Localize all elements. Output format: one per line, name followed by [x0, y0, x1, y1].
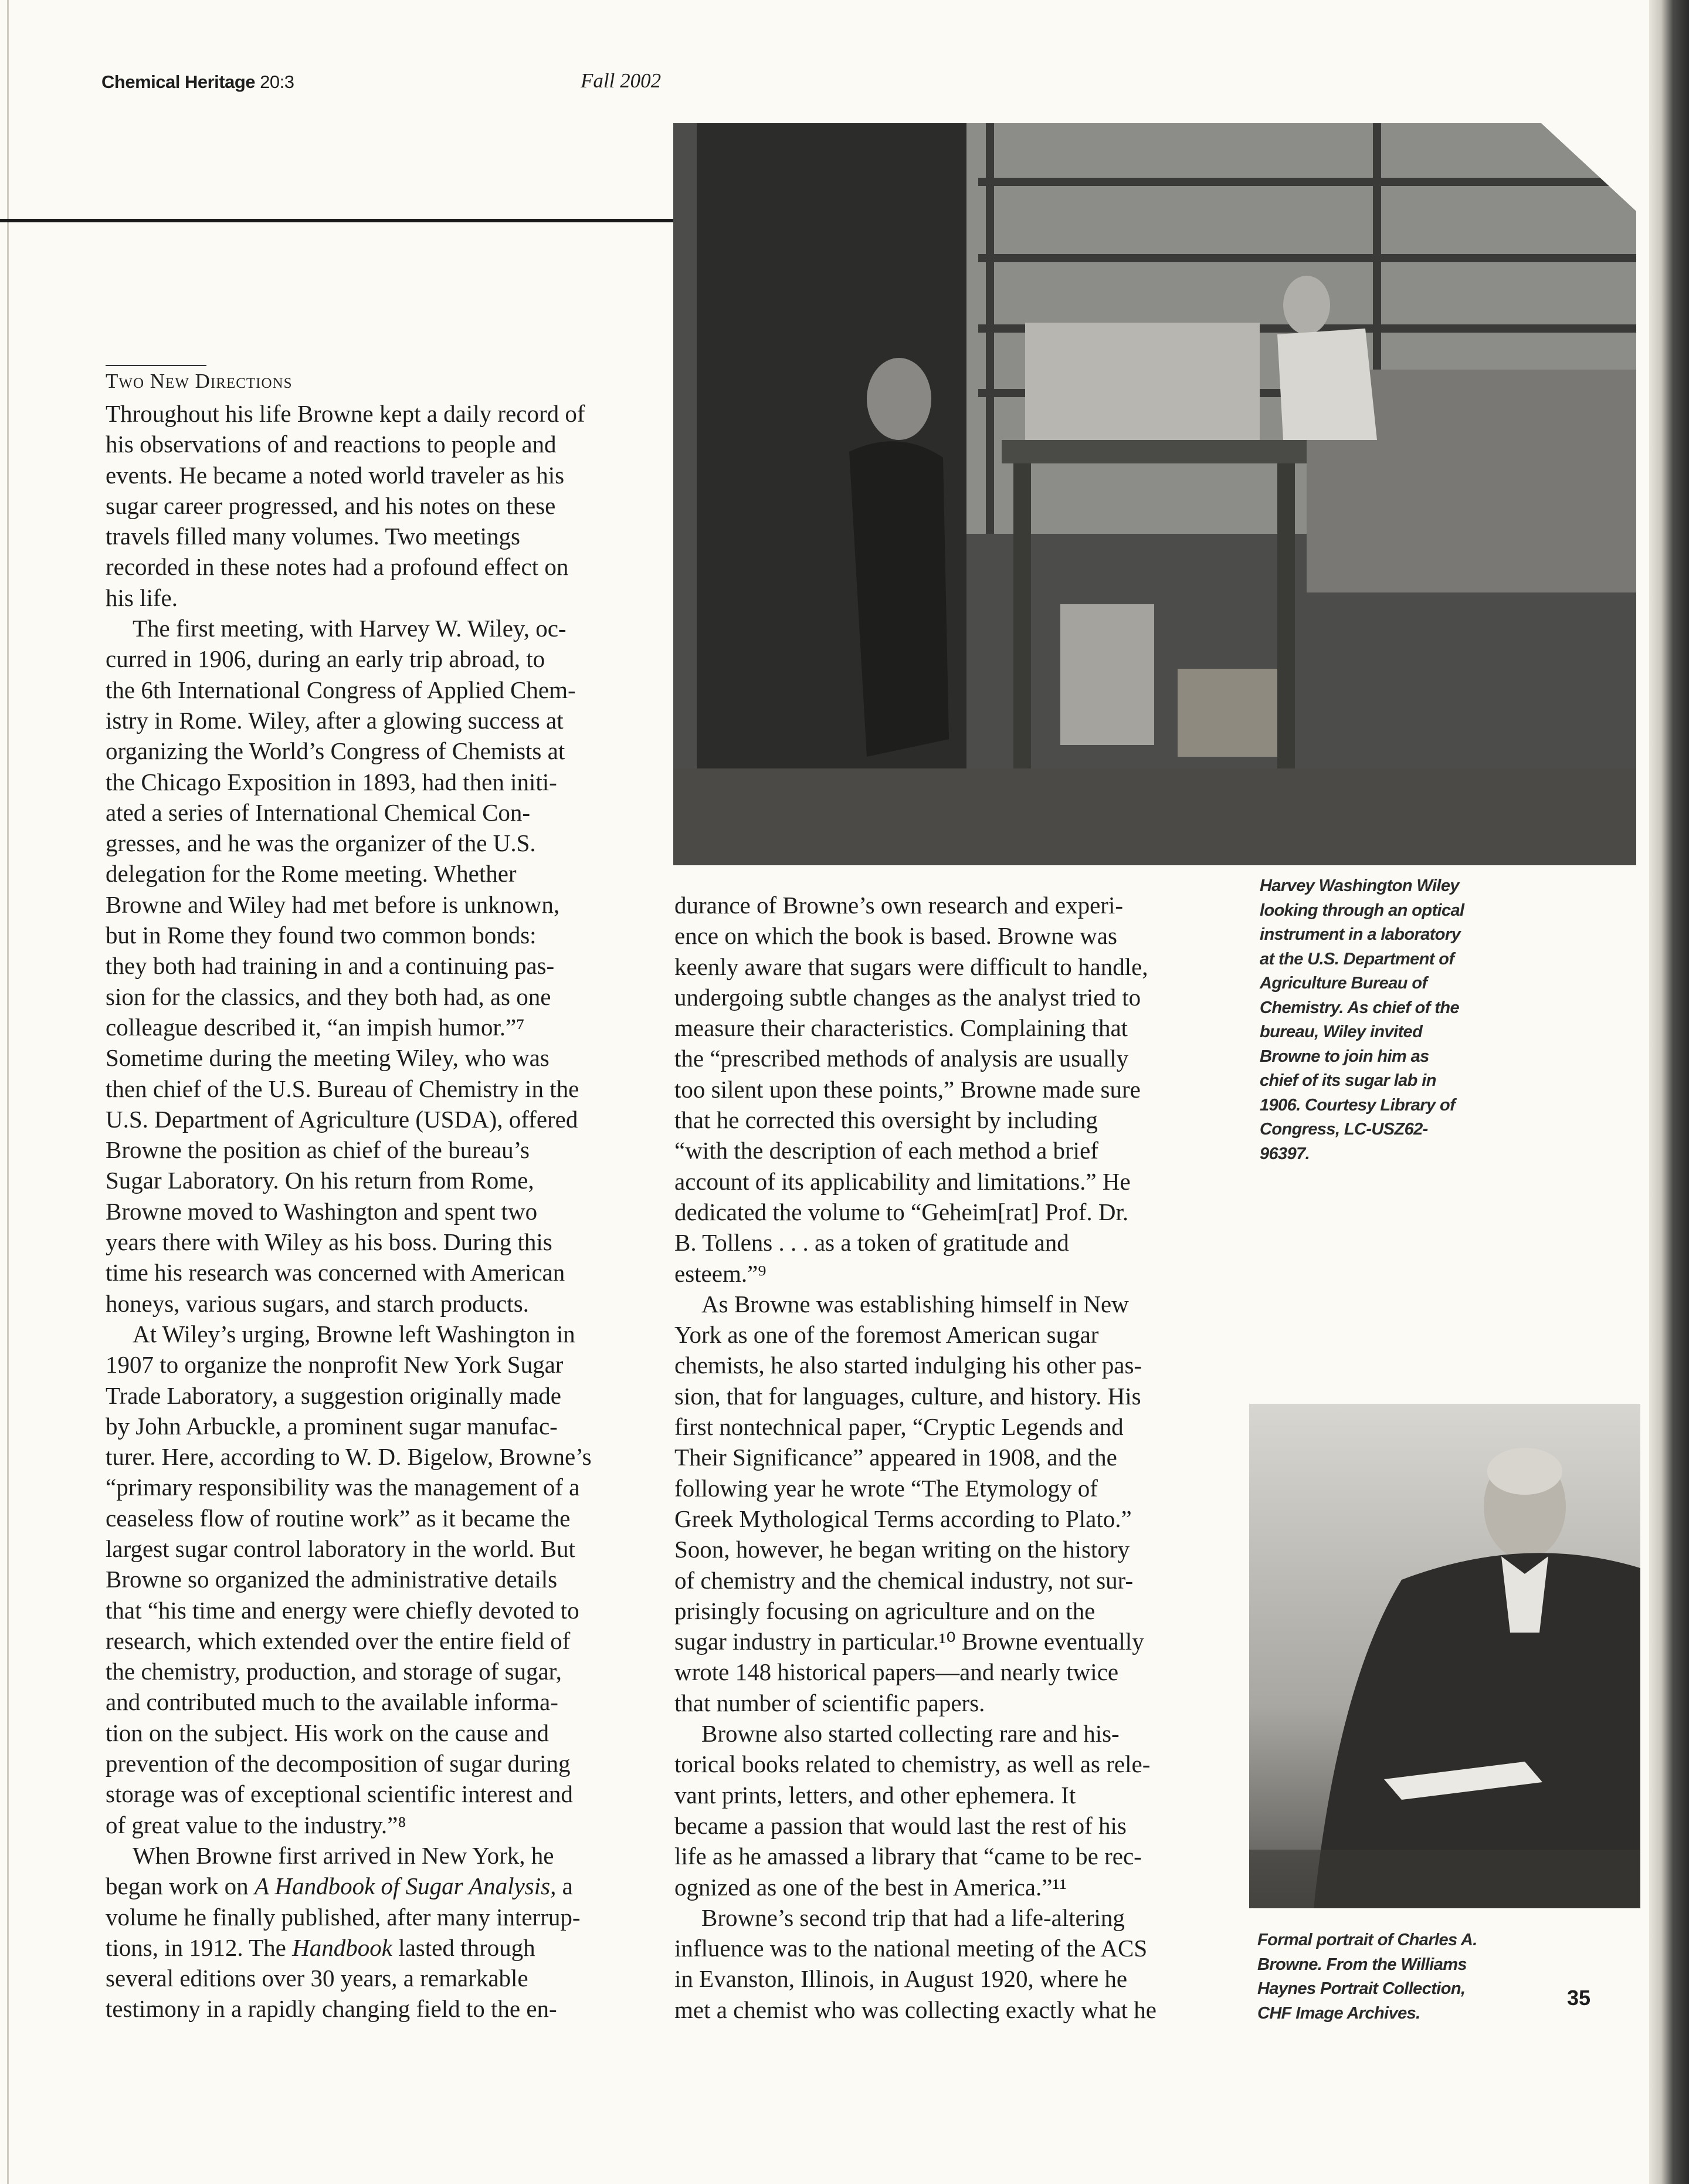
text-line: Throughout his life Browne kept a daily record of: [106, 400, 585, 427]
text-line: keenly aware that sugars were difficult to handle,: [674, 953, 1148, 980]
text-line: following year he wrote “The Etymology of: [674, 1474, 1098, 1502]
text-line: torical books related to chemistry, as well as rele-: [674, 1750, 1151, 1778]
text-line: instrument in a laboratory: [1260, 925, 1461, 944]
text-line: met a chemist who was collecting exactly what he: [674, 1996, 1157, 2023]
text-line: life as he amassed a library that “came to be rec-: [674, 1843, 1142, 1870]
text-line: Congress, LC-USZ62-: [1260, 1120, 1428, 1139]
text-line: wrote 148 historical papers—and nearly twice: [674, 1658, 1119, 1686]
italic-title: Handbook: [292, 1934, 392, 1961]
text-line: 1907 to organize the nonprofit New York Sugar: [106, 1351, 564, 1379]
text-line: testimony in a rapidly changing field to the en-: [106, 1995, 557, 2023]
text-line: When Browne first arrived in New York, he: [133, 1841, 554, 1869]
photo-browne-portrait: [1249, 1404, 1640, 1908]
text-line: then chief of the U.S. Bureau of Chemistry in the: [106, 1075, 579, 1102]
text-line: research, which extended over the entire field of: [106, 1627, 571, 1654]
text-line: undergoing subtle changes as the analyst tried to: [674, 983, 1141, 1011]
text-line: largest sugar control laboratory in the world. But: [106, 1535, 575, 1562]
text-line: U.S. Department of Agriculture (USDA), offered: [106, 1105, 578, 1133]
issue-number: 20:3: [260, 72, 294, 92]
text-line: of chemistry and the chemical industry, not sur-: [674, 1566, 1134, 1594]
text-line: Browne moved to Washington and spent two: [106, 1197, 538, 1225]
text-line: delegation for the Rome meeting. Whether: [106, 860, 517, 888]
text-line: that number of scientific papers.: [674, 1689, 985, 1716]
text-line: prevention of the decomposition of sugar during: [106, 1750, 571, 1777]
text-line: CHF Image Archives.: [1257, 2003, 1420, 2023]
text-line: the 6th International Congress of Applied Chem-: [106, 676, 576, 703]
text-line: Browne so organized the administrative details: [106, 1566, 558, 1593]
text-line: “with the description of each method a brief: [674, 1137, 1098, 1164]
text-line: ognized as one of the best in America.”¹¹: [674, 1873, 1067, 1901]
section-heading: Two New Directions: [106, 370, 293, 392]
text-line: York as one of the foremost American sugar: [674, 1321, 1099, 1349]
text-line: Haynes Portrait Collection,: [1257, 1979, 1466, 1998]
text-line: that “his time and energy were chiefly devoted to: [106, 1596, 579, 1624]
text-line: chief of its sugar lab in: [1260, 1071, 1436, 1090]
text-line: but in Rome they found two common bonds:: [106, 922, 537, 949]
text-line: The first meeting, with Harvey W. Wiley, oc-: [133, 615, 567, 642]
text-line: first nontechnical paper, “Cryptic Legends and: [674, 1413, 1124, 1441]
text-line: chemists, he also started indulging his other pas-: [674, 1352, 1142, 1379]
photo-wiley-laboratory: [673, 123, 1636, 865]
text-line: vant prints, letters, and other ephemera. It: [674, 1781, 1076, 1809]
text-line: and contributed much to the available informa-: [106, 1688, 558, 1716]
text-line: 96397.: [1260, 1144, 1310, 1163]
text-line: Browne. From the Williams: [1257, 1955, 1467, 1974]
text-line: by John Arbuckle, a prominent sugar manufac-: [106, 1412, 558, 1440]
text-line: began work on A Handbook of Sugar Analysis, a: [106, 1873, 573, 1900]
journal-name: Chemical Heritage: [101, 72, 255, 92]
text-line: prisingly focusing on agriculture and on the: [674, 1597, 1096, 1624]
text-line: sion for the classics, and they both had, as one: [106, 983, 551, 1010]
photo-caption-wiley: [1260, 874, 1464, 1166]
text-line: they both had training in and a continuing pas-: [106, 952, 555, 980]
header-rule: [0, 219, 674, 222]
text-line: dedicated the volume to “Geheim[rat] Prof. Dr.: [674, 1198, 1129, 1225]
text-line: influence was to the national meeting of the ACS: [674, 1935, 1148, 1962]
text-line: durance of Browne’s own research and experi-: [674, 892, 1124, 919]
text-line: Agriculture Bureau of: [1260, 974, 1427, 993]
text-line: measure their characteristics. Complaining that: [674, 1014, 1128, 1042]
text-line: sugar industry in particular.¹⁰ Browne eventually: [674, 1628, 1144, 1655]
text-line: tions, in 1912. The Handbook lasted through: [106, 1934, 535, 1961]
text-line: ated a series of International Chemical Con-: [106, 798, 531, 826]
page-edge: [7, 0, 9, 2184]
text-line: of great value to the industry.”⁸: [106, 1811, 406, 1838]
text-line: Formal portrait of Charles A.: [1257, 1931, 1477, 1949]
text-line: storage was of exceptional scientific interest and: [106, 1780, 573, 1808]
text-line: sugar career progressed, and his notes on these: [106, 492, 556, 519]
text-line: Browne also started collecting rare and his-: [701, 1720, 1120, 1748]
text-line: Chemistry. As chief of the: [1260, 998, 1459, 1017]
text-line: volume he finally published, after many interrup-: [106, 1903, 581, 1931]
text-line: the chemistry, production, and storage of sugar,: [106, 1658, 562, 1685]
text-line: in Evanston, Illinois, in August 1920, where he: [674, 1965, 1128, 1993]
text-line: turer. Here, according to W. D. Bigelow, Browne’s: [106, 1443, 592, 1471]
text-line: sion, that for languages, culture, and history. His: [674, 1382, 1141, 1410]
text-line: his life.: [106, 584, 178, 611]
text-line: at the U.S. Department of: [1260, 949, 1454, 969]
running-header-date: Fall 2002: [581, 69, 662, 92]
text-line: Harvey Washington Wiley: [1260, 876, 1459, 895]
text-line: recorded in these notes had a profound effect on: [106, 553, 569, 581]
text-line: colleague described it, “an impish humor.”⁷: [106, 1013, 525, 1041]
text-line: istry in Rome. Wiley, after a glowing success at: [106, 706, 564, 734]
text-line: Sometime during the meeting Wiley, who was: [106, 1044, 550, 1072]
text-line: several editions over 30 years, a remarkable: [106, 1965, 528, 1992]
running-header-journal: [101, 72, 294, 93]
text-line: honeys, various sugars, and starch products.: [106, 1289, 529, 1317]
text-line: that he corrected this oversight by including: [674, 1106, 1098, 1134]
text-line: Greek Mythological Terms according to Plato.”: [674, 1505, 1132, 1532]
text-line: Soon, however, he began writing on the history: [674, 1536, 1130, 1563]
text-line: events. He became a noted world traveler as his: [106, 461, 565, 489]
text-line: Browne the position as chief of the bureau’s: [106, 1136, 530, 1164]
page-number: 35: [1567, 1986, 1591, 2010]
text-line: the “prescribed methods of analysis are usually: [674, 1045, 1129, 1072]
text-line: ceaseless flow of routine work” as it became the: [106, 1504, 571, 1532]
text-line: travels filled many volumes. Two meetings: [106, 523, 520, 550]
text-line: became a passion that would last the rest of his: [674, 1811, 1127, 1839]
text-line: years there with Wiley as his boss. During this: [106, 1228, 552, 1256]
text-line: time his research was concerned with American: [106, 1259, 565, 1286]
text-line: curred in 1906, during an early trip abroad, to: [106, 645, 545, 673]
text-line: looking through an optical: [1260, 900, 1464, 920]
text-line: organizing the World’s Congress of Chemists at: [106, 737, 565, 765]
text-line: Their Significance” appeared in 1908, and the: [674, 1444, 1117, 1471]
text-line: 1906. Courtesy Library of: [1260, 1095, 1456, 1115]
text-line: ence on which the book is based. Browne was: [674, 922, 1117, 950]
binding-edge: [1649, 0, 1689, 2184]
text-line: At Wiley’s urging, Browne left Washington in: [133, 1320, 575, 1347]
text-line: Browne to join him as: [1260, 1047, 1429, 1066]
text-line: tion on the subject. His work on the cause and: [106, 1719, 550, 1746]
italic-title: A Handbook of Sugar Analysis,: [254, 1873, 557, 1900]
text-line: gresses, and he was the organizer of the U.S.: [106, 829, 536, 857]
text-line: account of its applicability and limitations.” He: [674, 1167, 1131, 1195]
text-line: bureau, Wiley invited: [1260, 1022, 1423, 1041]
photo-caption-browne: [1257, 1928, 1477, 2026]
text-line: Browne’s second trip that had a life-altering: [701, 1904, 1125, 1931]
section-heading-rule: [106, 365, 206, 366]
text-line: B. Tollens . . . as a token of gratitude and: [674, 1229, 1069, 1257]
body-column-1: [106, 398, 592, 2024]
text-line: “primary responsibility was the management of a: [106, 1474, 580, 1501]
text-line: esteem.”⁹: [674, 1259, 767, 1287]
body-column-2: [674, 890, 1156, 2025]
text-line: his observations of and reactions to people and: [106, 431, 557, 458]
text-line: Browne and Wiley had met before is unknown,: [106, 890, 560, 918]
text-line: As Browne was establishing himself in New: [701, 1290, 1129, 1318]
text-line: the Chicago Exposition in 1893, had then initi-: [106, 768, 557, 795]
text-line: Trade Laboratory, a suggestion originally made: [106, 1381, 561, 1409]
text-line: too silent upon these points,” Browne made sure: [674, 1075, 1141, 1103]
text-line: Sugar Laboratory. On his return from Rome,: [106, 1167, 534, 1194]
